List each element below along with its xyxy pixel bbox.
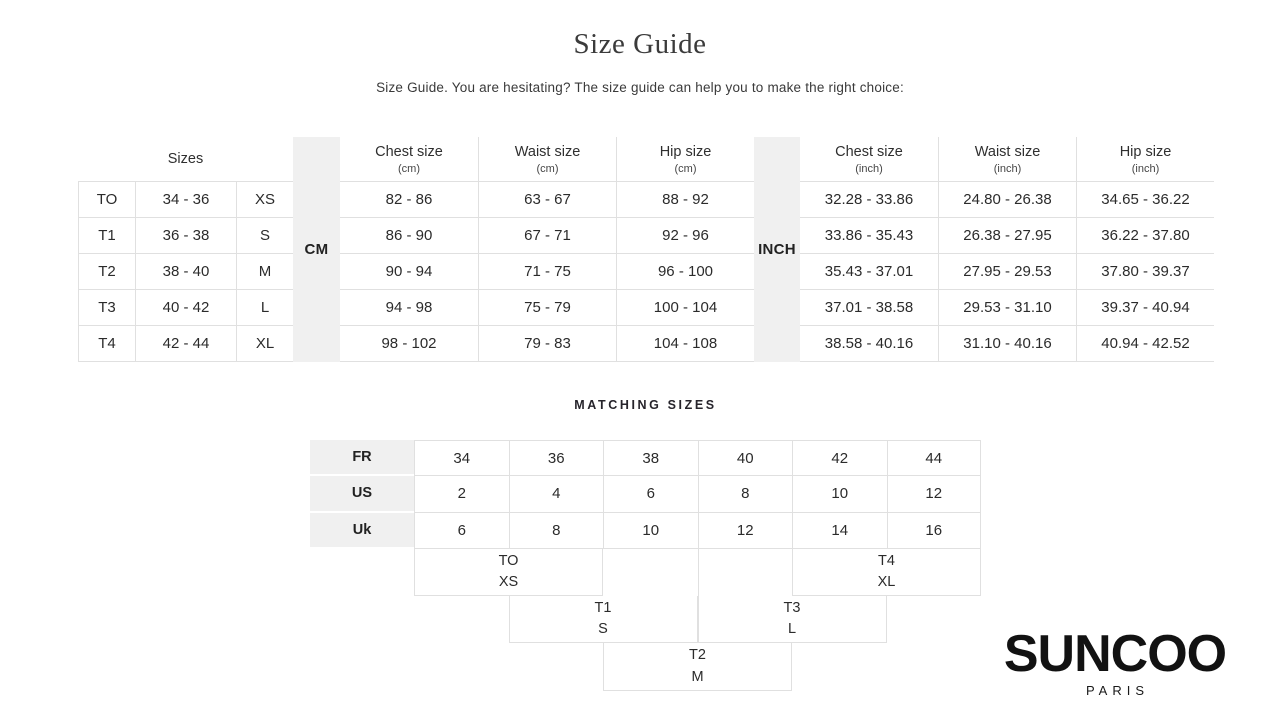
header-title: Waist size bbox=[514, 143, 581, 160]
matching-value-cell: 16 bbox=[887, 513, 982, 549]
header-unit: (cm) bbox=[398, 162, 420, 175]
chest-cm-header bbox=[340, 137, 478, 182]
waist-inch-header bbox=[938, 137, 1076, 182]
header-title: Chest size bbox=[835, 143, 903, 160]
hip-cm-header bbox=[616, 137, 754, 182]
size-code-cell: T4 bbox=[78, 326, 135, 362]
measure-cm-cell: 94 - 98 bbox=[340, 290, 478, 326]
measure-inch-cell: 31.10 - 40.16 bbox=[938, 326, 1076, 362]
measure-inch-cell: 37.01 - 38.58 bbox=[800, 290, 938, 326]
header-title: Hip size bbox=[659, 143, 712, 160]
measure-cm-cell: 104 - 108 bbox=[616, 326, 754, 362]
measure-cm-cell: 90 - 94 bbox=[340, 254, 478, 290]
measure-inch-cell: 34.65 - 36.22 bbox=[1076, 182, 1214, 218]
size-range-cell: 36 - 38 bbox=[135, 218, 236, 254]
hip-inch-header bbox=[1076, 137, 1214, 182]
size-letter-cell: S bbox=[236, 218, 293, 254]
region-label-cell: FR bbox=[310, 440, 414, 476]
matching-value-cell: 10 bbox=[792, 476, 887, 512]
matching-value-cell: 6 bbox=[414, 513, 509, 549]
header-unit: (inch) bbox=[1131, 162, 1160, 175]
matching-value-cell: 10 bbox=[603, 513, 698, 549]
cm-unit-label: CM bbox=[304, 241, 329, 258]
measure-inch-cell: 39.37 - 40.94 bbox=[1076, 290, 1214, 326]
size-guide-table bbox=[78, 137, 1214, 362]
brand-city: PARIS bbox=[1085, 683, 1150, 698]
size-code-cell: TO bbox=[78, 182, 135, 218]
matching-value-cell: 8 bbox=[509, 513, 604, 549]
size-group-code: T1 bbox=[594, 599, 612, 616]
page-subtitle: Size Guide. You are hesitating? The size guide can help you to make the right choice: bbox=[376, 80, 904, 95]
matching-sizes-table bbox=[310, 440, 981, 549]
matching-value-cell: 40 bbox=[698, 440, 793, 476]
measure-cm-cell: 98 - 102 bbox=[340, 326, 478, 362]
matching-sizes-heading: MATCHING SIZES bbox=[574, 398, 717, 412]
measure-inch-cell: 27.95 - 29.53 bbox=[938, 254, 1076, 290]
measure-inch-cell: 38.58 - 40.16 bbox=[800, 326, 938, 362]
header-title: Hip size bbox=[1119, 143, 1172, 160]
measure-cm-cell: 82 - 86 bbox=[340, 182, 478, 218]
size-code-cell: T2 bbox=[78, 254, 135, 290]
measure-inch-cell: 33.86 - 35.43 bbox=[800, 218, 938, 254]
matching-value-cell: 2 bbox=[414, 476, 509, 512]
size-range-cell: 34 - 36 bbox=[135, 182, 236, 218]
size-group-letter: S bbox=[598, 621, 608, 637]
size-group-code: T4 bbox=[878, 552, 895, 569]
size-group-letter: XS bbox=[498, 574, 519, 590]
size-group-code: T3 bbox=[783, 599, 801, 616]
size-group-box bbox=[509, 596, 698, 643]
matching-sizes-boxes bbox=[414, 549, 981, 691]
header-unit: (cm) bbox=[536, 162, 559, 175]
measure-inch-cell: 37.80 - 39.37 bbox=[1076, 254, 1214, 290]
cm-unit-strip bbox=[293, 137, 340, 362]
inch-unit-strip bbox=[754, 137, 800, 362]
measure-inch-cell: 24.80 - 26.38 bbox=[938, 182, 1076, 218]
matching-value-cell: 8 bbox=[698, 476, 793, 512]
size-group-box bbox=[603, 643, 792, 691]
measure-cm-cell: 63 - 67 bbox=[478, 182, 616, 218]
measure-cm-cell: 86 - 90 bbox=[340, 218, 478, 254]
measure-inch-cell: 29.53 - 31.10 bbox=[938, 290, 1076, 326]
measure-cm-cell: 100 - 104 bbox=[616, 290, 754, 326]
size-letter-cell: M bbox=[236, 254, 293, 290]
size-group-letter: L bbox=[787, 621, 797, 637]
page-title: Size Guide bbox=[573, 28, 707, 60]
measure-cm-cell: 79 - 83 bbox=[478, 326, 616, 362]
size-code-cell: T3 bbox=[78, 290, 135, 326]
matching-value-cell: 38 bbox=[603, 440, 698, 476]
chest-inch-header bbox=[800, 137, 938, 182]
matching-value-cell: 14 bbox=[792, 513, 887, 549]
matching-value-cell: 12 bbox=[698, 513, 793, 549]
size-letter-cell: L bbox=[236, 290, 293, 326]
header-unit: (inch) bbox=[855, 162, 883, 175]
measure-inch-cell: 35.43 - 37.01 bbox=[800, 254, 938, 290]
size-group-letter: M bbox=[691, 668, 704, 685]
matching-value-cell: 42 bbox=[792, 440, 887, 476]
size-group-letter: XL bbox=[877, 574, 896, 590]
size-group-code: TO bbox=[498, 552, 519, 569]
header-unit: (cm) bbox=[674, 162, 697, 175]
measure-cm-cell: 96 - 100 bbox=[616, 254, 754, 290]
measure-cm-cell: 88 - 92 bbox=[616, 182, 754, 218]
matching-value-cell: 4 bbox=[509, 476, 604, 512]
measure-cm-cell: 75 - 79 bbox=[478, 290, 616, 326]
size-code-cell: T1 bbox=[78, 218, 135, 254]
header-title: Waist size bbox=[974, 143, 1041, 160]
matching-value-cell: 44 bbox=[887, 440, 982, 476]
region-label-cell: US bbox=[310, 476, 414, 512]
measure-cm-cell: 67 - 71 bbox=[478, 218, 616, 254]
measure-inch-cell: 40.94 - 42.52 bbox=[1076, 326, 1214, 362]
header-unit: (inch) bbox=[993, 162, 1022, 175]
region-label-cell: Uk bbox=[310, 513, 414, 549]
size-letter-cell: XS bbox=[236, 182, 293, 218]
header-title: Chest size bbox=[375, 143, 443, 160]
brand-name: SUNCOO bbox=[1003, 625, 1227, 683]
size-group-box bbox=[792, 549, 981, 596]
waist-cm-header bbox=[478, 137, 616, 182]
size-range-cell: 38 - 40 bbox=[135, 254, 236, 290]
size-range-cell: 42 - 44 bbox=[135, 326, 236, 362]
measure-inch-cell: 36.22 - 37.80 bbox=[1076, 218, 1214, 254]
inch-unit-label: INCH bbox=[758, 241, 796, 258]
size-group-code: T2 bbox=[689, 647, 706, 664]
sizes-column-group-header: Sizes bbox=[78, 137, 293, 182]
size-range-cell: 40 - 42 bbox=[135, 290, 236, 326]
column-divider-line bbox=[698, 549, 793, 596]
brand-logo bbox=[995, 625, 1235, 698]
size-letter-cell: XL bbox=[236, 326, 293, 362]
matching-value-cell: 6 bbox=[603, 476, 698, 512]
measure-inch-cell: 32.28 - 33.86 bbox=[800, 182, 938, 218]
matching-value-cell: 36 bbox=[509, 440, 604, 476]
measure-cm-cell: 92 - 96 bbox=[616, 218, 754, 254]
size-group-box bbox=[698, 596, 887, 643]
matching-value-cell: 12 bbox=[887, 476, 982, 512]
measure-cm-cell: 71 - 75 bbox=[478, 254, 616, 290]
measure-inch-cell: 26.38 - 27.95 bbox=[938, 218, 1076, 254]
size-group-box bbox=[414, 549, 603, 596]
matching-value-cell: 34 bbox=[414, 440, 509, 476]
